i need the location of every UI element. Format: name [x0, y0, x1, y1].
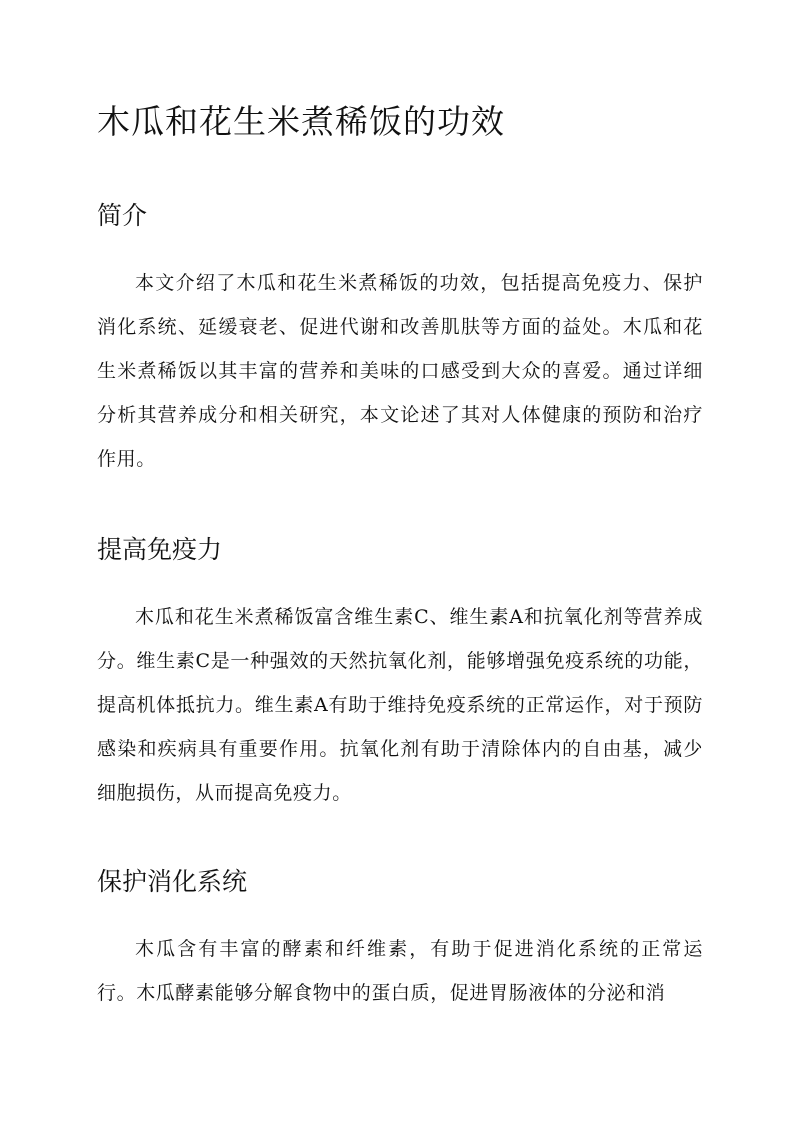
section-paragraph-intro: 本文介绍了木瓜和花生米煮稀饭的功效，包括提高免疫力、保护消化系统、延缓衰老、促进代谢和改善肌肤等方面的益处。木瓜和花生米煮稀饭以其丰富的营养和美味的口感受到大众的喜爱。通过详细分析其营养成分和相关研究，本文论述了其对人体健康的预防和治疗作用。 [97, 272, 703, 470]
section-paragraph-immunity: 木瓜和花生米煮稀饭富含维生素C、维生素A和抗氧化剂等营养成分。维生素C是一种强效的天然抗氧化剂，能够增强免疫系统的功能，提高机体抵抗力。维生素A有助于维持免疫系统的正常运作，对于预防感染和疾病具有重要作用。抗氧化剂有助于清除体内的自由基，减少细胞损伤，从而提高免疫力。 [97, 606, 703, 804]
section-heading-immunity: 提高免疫力 [97, 535, 223, 564]
section-paragraph-digestion: 木瓜含有丰富的酵素和纤维素，有助于促进消化系统的正常运行。木瓜酵素能够分解食物中的蛋白质，促进胃肠液体的分泌和消 [97, 938, 703, 1004]
section-heading-digestion: 保护消化系统 [97, 867, 248, 896]
document-title: 木瓜和花生米煮稀饭的功效 [97, 102, 505, 141]
section-heading-intro: 简介 [97, 201, 148, 230]
